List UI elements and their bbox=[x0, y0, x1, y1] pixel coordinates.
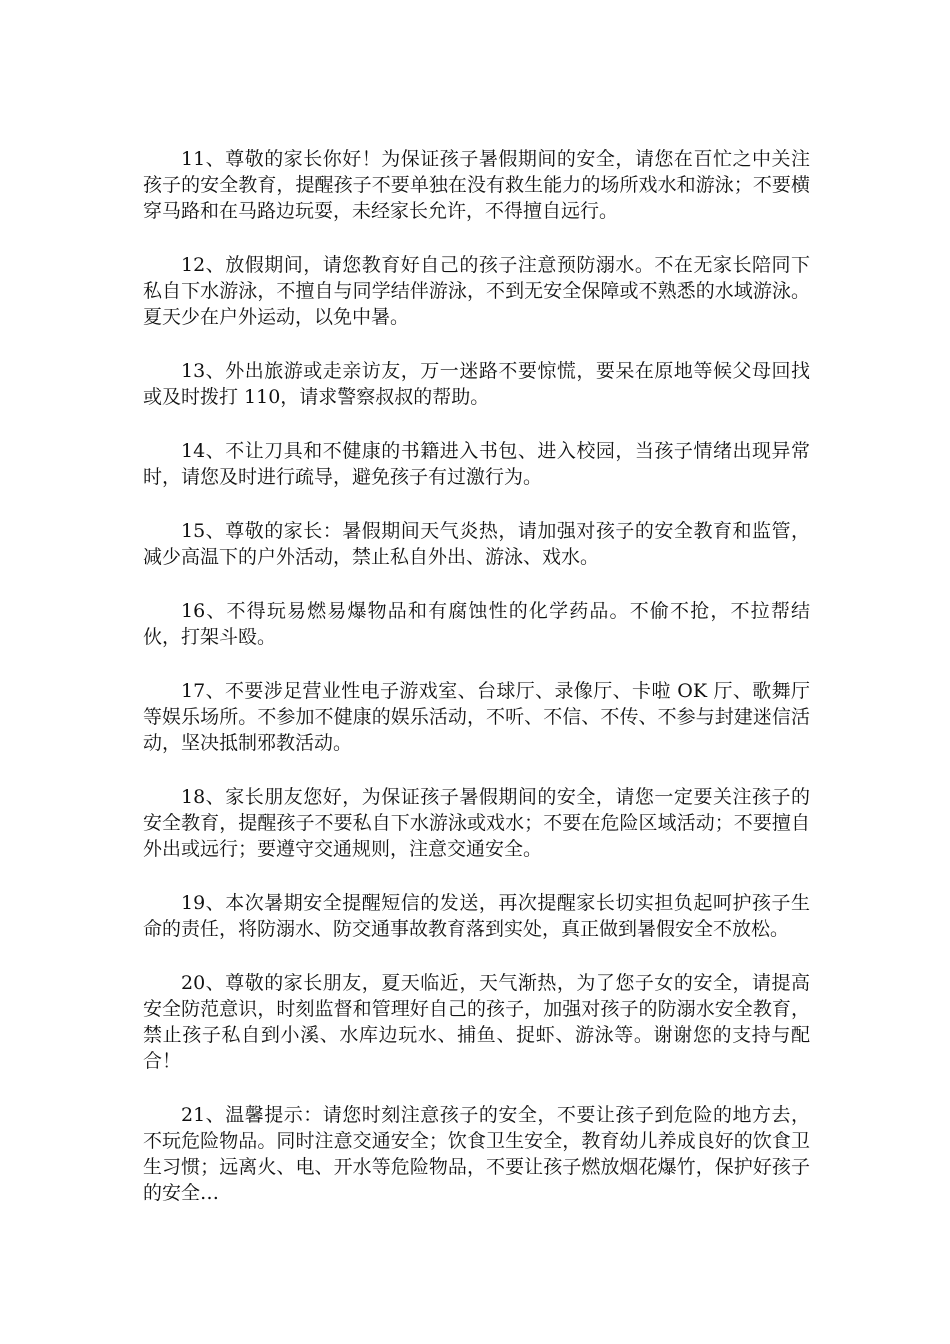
paragraph-17: 17、不要涉足营业性电子游戏室、台球厅、录像厅、卡啦 OK 厅、歌舞厅等娱乐场所。不参加不健康的娱乐活动，不听、不信、不传、不参与封建迷信活动，坚决抵制邪教活动。 bbox=[143, 680, 810, 754]
paragraph-16: 16、不得玩易燃易爆物品和有腐蚀性的化学药品。不偷不抢，不拉帮结伙，打架斗殴。 bbox=[143, 600, 810, 648]
paragraph-21: 21、温馨提示：请您时刻注意孩子的安全，不要让孩子到危险的地方去，不玩危险物品。同时注意交通安全；饮食卫生安全，教育幼儿养成良好的饮食卫生习惯；远离火、电、开水等危险物品，不要让孩子燃放烟花爆竹，保护好孩子的安全… bbox=[143, 1104, 810, 1204]
paragraph-14: 14、不让刀具和不健康的书籍进入书包、进入校园，当孩子情绪出现异常时，请您及时进行疏导，避免孩子有过激行为。 bbox=[143, 440, 810, 488]
paragraph-20: 20、尊敬的家长朋友，夏天临近，天气渐热，为了您子女的安全，请提高安全防范意识，时刻监督和管理好自己的孩子，加强对孩子的防溺水安全教育，禁止孩子私自到小溪、水库边玩水、捕鱼、捉虾、游泳等。谢谢您的支持与配合！ bbox=[143, 972, 810, 1072]
paragraph-18: 18、家长朋友您好，为保证孩子暑假期间的安全，请您一定要关注孩子的安全教育，提醒孩子不要私自下水游泳或戏水；不要在危险区域活动；不要擅自外出或远行；要遵守交通规则，注意交通安全。 bbox=[143, 786, 810, 860]
paragraph-19: 19、本次暑期安全提醒短信的发送，再次提醒家长切实担负起呵护孩子生命的责任，将防溺水、防交通事故教育落到实处，真正做到暑假安全不放松。 bbox=[143, 892, 810, 940]
paragraph-11: 11、尊敬的家长你好！为保证孩子暑假期间的安全，请您在百忙之中关注孩子的安全教育，提醒孩子不要单独在没有救生能力的场所戏水和游泳；不要横穿马路和在马路边玩耍，未经家长允许，不得擅自远行。 bbox=[143, 148, 810, 222]
paragraph-12: 12、放假期间，请您教育好自己的孩子注意预防溺水。不在无家长陪同下私自下水游泳，不擅自与同学结伴游泳，不到无安全保障或不熟悉的水域游泳。夏天少在户外运动，以免中暑。 bbox=[143, 254, 810, 328]
paragraph-13: 13、外出旅游或走亲访友，万一迷路不要惊慌，要呆在原地等候父母回找或及时拨打 110，请求警察叔叔的帮助。 bbox=[143, 360, 810, 408]
paragraph-15: 15、尊敬的家长：暑假期间天气炎热，请加强对孩子的安全教育和监管，减少高温下的户外活动，禁止私自外出、游泳、戏水。 bbox=[143, 520, 810, 568]
document-page bbox=[143, 146, 810, 1234]
